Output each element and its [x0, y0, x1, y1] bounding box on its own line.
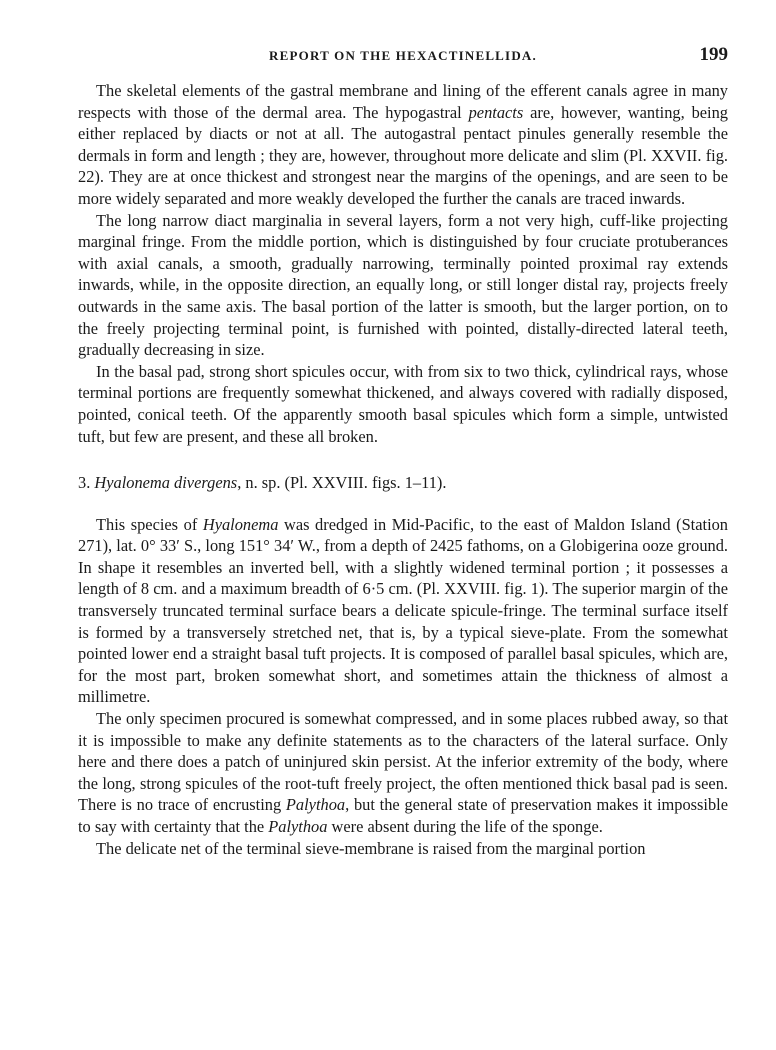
- paragraph-specimen-condition: [78, 708, 728, 838]
- text-segment: The long narrow diact marginalia in several layers, form a not very high, cuff-like projecting marginal fringe. From the middle portion, which is distinguished by four cruciate protuberances with axial canals, a smooth, gradually narrowing, terminally pointed proximal ray extends inwards, while, in the opposite direction, an equally long, or still longer distal ray, projects freely outwards in the same axis. The basal portion of the latter is smooth, but the larger portion, on to the freely projecting terminal point, is furnished with pointed, distally-directed lateral teeth, gradually decreasing in size.: [78, 210, 728, 360]
- running-head: [78, 44, 728, 74]
- paragraph-collection-details: [78, 514, 728, 708]
- text-segment: were absent during the life of the sponge.: [327, 817, 603, 836]
- text-segment: , but the general state of preservation makes it impossible to say with certainty that the: [78, 795, 728, 836]
- paragraph-gastral-membrane: [78, 80, 728, 210]
- italic-term: Hyalonema: [202, 514, 279, 534]
- section-heading-rest: , n. sp. (Pl. XXVIII. figs. 1–11).: [237, 473, 447, 493]
- page: [78, 44, 728, 859]
- italic-term: Palythoa: [285, 795, 346, 815]
- text-segment: The delicate net of the terminal sieve-membrane is raised from the marginal portion: [96, 838, 646, 858]
- italic-term: pentacts: [468, 102, 524, 122]
- page-number: 199: [699, 44, 728, 65]
- text-segment: The skeletal elements of the gastral membrane and lining of the efferent canals agree in many respects with those of the dermal area. The hypogastral: [78, 81, 728, 122]
- paragraph-sieve-membrane: [78, 838, 728, 860]
- text-segment: The only specimen procured is somewhat compressed, and in some places rubbed away, so that it is impossible to make any definite statements as to the characters of the lateral surface. Only here and there does a patch of uninjured skin persist. At the inferior extremity of the body, where the long, strong spicules of the root-tuft freely project, the often mentioned thick basal pad is seen. There is no trace of encrusting: [78, 709, 728, 815]
- text-segment: This species of: [96, 514, 203, 534]
- text-segment: In the basal pad, strong short spicules occur, with from six to two thick, cylindrical rays, whose terminal portions are frequently somewhat thickened, and always covered with radially disposed, pointed, conical teeth. Of the apparently smooth basal spicules which form a simple, untwisted tuft, but few are present, and these all broken.: [78, 361, 728, 446]
- paragraph-basal-pad: [78, 361, 728, 447]
- text-segment: was dredged in Mid-Pacific, to the east of Maldon Island (Station 271), lat. 0° 33′ S., long 151° 34′ W., from a depth of 2425 fathoms, on a Globigerina ooze ground. In shape it resembles an inverted bell, with a slightly widened terminal portion ; it possesses a length of 8 cm. and a maximum breadth of 6·5 cm. (Pl. XXVIII. fig. 1). The superior margin of the transversely truncated terminal surface bears a delicate spicule-fringe. The terminal surface itself is formed by a transversely stretched net, that is, by a typical sieve-plate. From the somewhat pointed lower end a straight basal tuft projects. It is composed of parallel basal spicules, which are, for the most part, broken somewhat short, and sometimes attain the thickness of almost a millimetre.: [78, 514, 729, 707]
- running-title: REPORT ON THE HEXACTINELLIDA.: [269, 48, 537, 63]
- section-species-name: Hyalonema divergens: [94, 473, 238, 493]
- italic-term: Palythoa: [268, 817, 328, 836]
- text-segment: are, however, wanting, being either replaced by diacts or not at all. The autogastral pentact pinules generally resemble the dermals in form and length ; they are, however, throughout more delicate and slim (Pl. XXVII. fig. 22). They are at once thickest and strongest near the margins of the openings, and are seen to be more widely separated and more weakly developed the further the canals are traced inwards.: [78, 102, 728, 208]
- section-heading: [78, 472, 728, 494]
- section-number: 3.: [78, 473, 91, 493]
- paragraph-marginalia: [78, 210, 728, 361]
